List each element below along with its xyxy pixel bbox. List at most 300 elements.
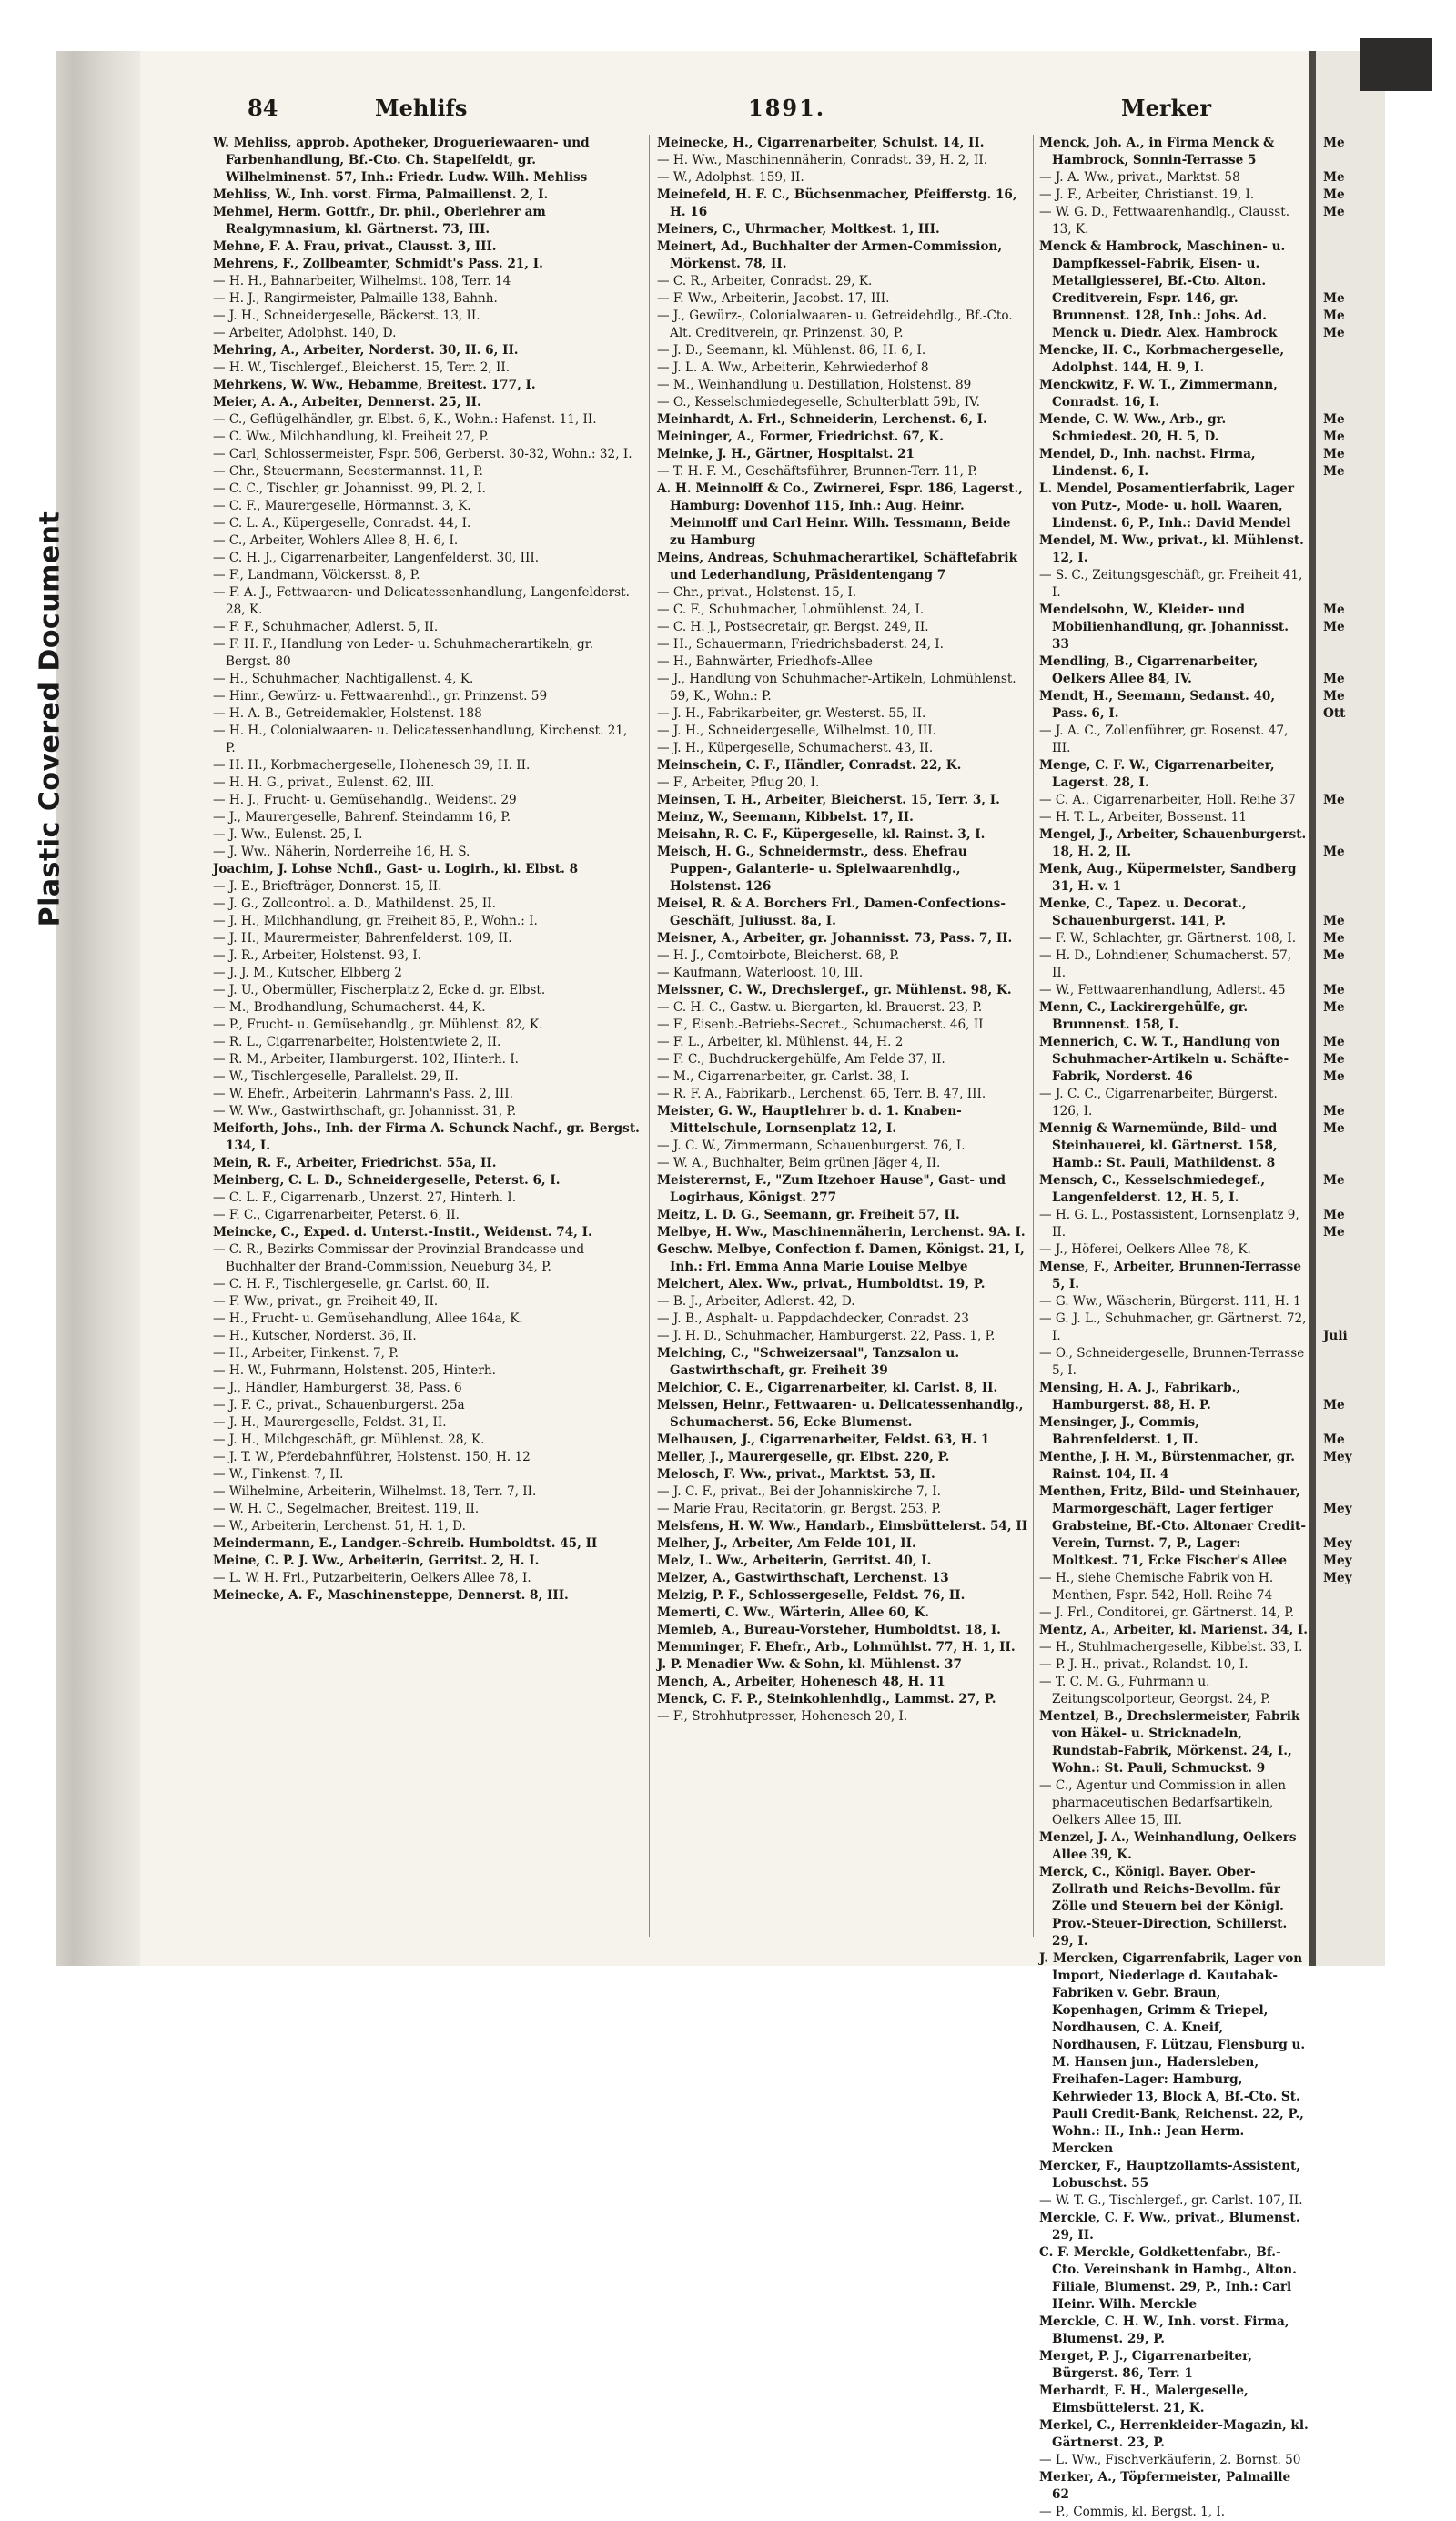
directory-entry: — H. Ww., Maschinennäherin, Conradst. 39, H. 2, II.	[657, 153, 988, 167]
directory-entry: L. Mendel, Posamentierfabrik, Lager von Putz-, Mode- u. holl. Waaren, Lindenst. 6, P., Inh.: David Mendel	[1039, 481, 1294, 531]
directory-entry: Me	[1323, 672, 1345, 686]
blank-line	[1323, 515, 1383, 532]
directory-entry: — C. L. A., Küpergeselle, Conradst. 44, I.	[213, 516, 471, 531]
directory-entry: — J. H., Milchgeschäft, gr. Mühlenst. 28, K.	[213, 1433, 485, 1447]
directory-entry: — P. J. H., privat., Rolandst. 10, I.	[1039, 1657, 1249, 1672]
directory-entry: Me	[1323, 1121, 1345, 1136]
blank-line	[1323, 1155, 1383, 1172]
directory-entry: Me	[1323, 187, 1345, 202]
directory-entry: Mendel, D., Inh. nachst. Firma, Lindenst. 6, I.	[1039, 447, 1256, 479]
directory-entry: Me	[1323, 931, 1345, 946]
directory-entry: Meinefeld, H. F. C., Büchsenmacher, Pfeifferstg. 16, H. 16	[657, 187, 1017, 219]
directory-entry: — W. G. D., Fettwaarenhandlg., Clausst. 13, K.	[1039, 205, 1290, 237]
directory-entry: — J. R., Arbeiter, Holstenst. 93, I.	[213, 948, 422, 963]
directory-entry: Mehring, A., Arbeiter, Norderst. 30, H. 6, II.	[213, 343, 519, 358]
directory-entry: — J. A. Ww., privat., Marktst. 58	[1039, 170, 1240, 185]
directory-entry: — P., Frucht- u. Gemüsehandlg., gr. Mühlenst. 82, K.	[213, 1018, 543, 1032]
blank-line	[1323, 567, 1383, 584]
directory-entry: — H., Stuhlmachergeselle, Kibbelst. 33, I.	[1039, 1640, 1303, 1655]
directory-entry: Mensch, C., Kesselschmiedegef., Langenfelderst. 12, H. 5, I.	[1039, 1173, 1266, 1205]
blank-line	[1323, 221, 1383, 238]
directory-entry: — W., Arbeiterin, Lerchenst. 51, H. 1, D.	[213, 1519, 466, 1534]
directory-entry: Me	[1323, 205, 1345, 219]
directory-entry: — J. B., Asphalt- u. Pappdachdecker, Conradst. 23	[657, 1311, 969, 1326]
directory-entry: Me	[1323, 793, 1345, 807]
directory-entry: Mey	[1323, 1450, 1352, 1464]
directory-entry: Mendelsohn, W., Kleider- und Mobilienhandlung, gr. Johannisst. 33	[1039, 602, 1289, 652]
blank-line	[1323, 1276, 1383, 1293]
directory-entry: — R. F. A., Fabrikarb., Lerchenst. 65, Terr. B. 47, III.	[657, 1087, 986, 1101]
directory-entry: Meins, Andreas, Schuhmacherartikel, Schäftefabrik und Lederhandlung, Präsidentengang 7	[657, 551, 1018, 582]
directory-entry: — J. H., Fabrikarbeiter, gr. Westerst. 55, II.	[657, 706, 926, 721]
directory-entry: Meller, J., Maurergeselle, gr. Elbst. 220, P.	[657, 1450, 950, 1464]
blank-line	[1323, 775, 1383, 792]
blank-line	[1323, 1259, 1383, 1276]
directory-entry: — W. T. G., Tischlergef., gr. Carlst. 107, II.	[1039, 2193, 1303, 2208]
blank-line	[1323, 273, 1383, 290]
directory-entry: Mehrkens, W. Ww., Hebamme, Breitest. 177, I.	[213, 378, 536, 392]
blank-line	[1323, 238, 1383, 256]
directory-entry: Ott	[1323, 706, 1346, 721]
page-number: 84	[248, 95, 278, 121]
directory-entry: — J. T. W., Pferdebahnführer, Holstenst. 150, H. 12	[213, 1450, 531, 1464]
blank-line	[1323, 1414, 1383, 1432]
directory-entry: Mein, R. F., Arbeiter, Friedrichst. 55a, II.	[213, 1156, 497, 1170]
directory-entry: — Arbeiter, Adolphst. 140, D.	[213, 326, 397, 340]
blank-line	[1323, 878, 1383, 896]
directory-entry: — J. H. D., Schuhmacher, Hamburgerst. 22, Pass. 1, P.	[657, 1329, 996, 1343]
directory-entry: — F. A. J., Fettwaaren- und Delicatessenhandlung, Langenfelderst. 28, K.	[213, 585, 630, 617]
directory-entry: — C. F., Maurergeselle, Hörmannst. 3, K.	[213, 499, 471, 513]
directory-entry: Mense, F., Arbeiter, Brunnen-Terrasse 5, I.	[1039, 1260, 1301, 1291]
directory-entry: — Wilhelmine, Arbeiterin, Wilhelmst. 18, Terr. 7, II.	[213, 1484, 537, 1499]
directory-entry: Me	[1323, 914, 1345, 928]
directory-entry: — M., Brodhandlung, Schumacherst. 44, K.	[213, 1000, 486, 1015]
directory-entry: — J., Höferei, Oelkers Allee 78, K.	[1039, 1242, 1251, 1257]
directory-entry: Meinsen, T. H., Arbeiter, Bleicherst. 15, Terr. 3, I.	[657, 793, 1000, 807]
directory-entry: — J. Ww., Näherin, Norderreihe 16, H. S.	[213, 845, 470, 859]
directory-entry: — J. H., Schneidergeselle, Bäckerst. 13, II.	[213, 309, 480, 323]
directory-entry: — J., Handlung von Schuhmacher-Artikeln, Lohmühlenst. 59, K., Wohn.: P.	[657, 672, 1016, 704]
directory-entry: Me	[1323, 602, 1345, 617]
directory-entry: W. Mehliss, approb. Apotheker, Drogueriewaaren- und Farbenhandlung, Bf.-Cto. Ch. Stapelfeldt, gr. Wilhelminenst. 57, Inh.: Friedr. Ludw. Wilh. Mehliss	[213, 136, 590, 185]
directory-entry: Meinberg, C. L. D., Schneidergeselle, Peterst. 6, I.	[213, 1173, 561, 1188]
blank-line	[1323, 1086, 1383, 1103]
directory-entry: — F., Arbeiter, Pflug 20, I.	[657, 775, 820, 790]
directory-entry: Memleb, A., Bureau-Vorsteher, Humboldtst. 18, I.	[657, 1623, 1001, 1637]
directory-entry: Mensing, H. A. J., Fabrikarb., Hamburgerst. 88, H. P.	[1039, 1381, 1241, 1412]
directory-entry: — H. H., Korbmachergeselle, Hohenesch 39, H. II.	[213, 758, 531, 773]
directory-entry: Memminger, F. Ehefr., Arb., Lohmühlst. 77, H. 1, II.	[657, 1640, 1016, 1655]
directory-entry: Mendt, H., Seemann, Sedanst. 40, Pass. 6, I.	[1039, 689, 1276, 721]
directory-entry: Mercker, F., Hauptzollamts-Assistent, Lobuschst. 55	[1039, 2159, 1301, 2191]
directory-entry: Me	[1323, 170, 1345, 185]
directory-entry: Menck, Joh. A., in Firma Menck & Hambrock, Sonnin-Terrasse 5	[1039, 136, 1275, 167]
directory-entry: Me	[1323, 689, 1345, 704]
directory-entry: Me	[1323, 1104, 1345, 1119]
directory-entry: Meisner, A., Arbeiter, gr. Johannisst. 73, Pass. 7, II.	[657, 931, 1013, 946]
directory-entry: Me	[1323, 983, 1345, 997]
column-rule	[1033, 135, 1034, 1937]
directory-entry: Me	[1323, 1433, 1345, 1447]
blank-line	[1323, 1345, 1383, 1362]
directory-entry: Mennerich, C. W. T., Handlung von Schuhmacher-Artikeln u. Schäfte-Fabrik, Norderst. 46	[1039, 1035, 1289, 1084]
directory-entry: Melchior, C. E., Cigarrenarbeiter, kl. Carlst. 8, II.	[657, 1381, 998, 1395]
directory-entry: Menke, C., Tapez. u. Decorat., Schauenburgerst. 141, P.	[1039, 896, 1247, 928]
directory-entry: — M., Weinhandlung u. Destillation, Holstenst. 89	[657, 378, 972, 392]
blank-line	[1323, 861, 1383, 878]
directory-entry: — W. H. C., Segelmacher, Breitest. 119, II.	[213, 1502, 480, 1516]
blank-line	[1323, 1138, 1383, 1155]
blank-line	[1323, 1518, 1383, 1535]
blank-line	[1323, 498, 1383, 515]
directory-entry: Juli	[1323, 1329, 1348, 1343]
directory-entry: — C., Arbeiter, Wohlers Allee 8, H. 6, I.	[213, 533, 459, 548]
directory-entry: — J., Gewürz-, Colonialwaaren- u. Getreidehdlg., Bf.-Cto. Alt. Creditverein, gr. Prinzenst. 30, P.	[657, 309, 1013, 340]
directory-entry: — J. Frl., Conditorei, gr. Gärtnerst. 14, P.	[1039, 1605, 1295, 1620]
directory-entry: Memerti, C. Ww., Wärterin, Allee 60, K.	[657, 1605, 930, 1620]
dark-page-tab	[1360, 38, 1432, 91]
directory-entry: Merck, C., Königl. Bayer. Ober-Zollrath und Reichs-Bevollm. für Zölle und Steuern bei der Königl. Prov.-Steuer-Direction, Schillerst. 29, I.	[1039, 1865, 1288, 1949]
directory-entry: Me	[1323, 1052, 1345, 1067]
directory-entry: Me	[1323, 1000, 1345, 1015]
directory-entry: — H., Schuhmacher, Nachtigallenst. 4, K.	[213, 672, 474, 686]
directory-entry: Menk, Aug., Küpermeister, Sandberg 31, H. v. 1	[1039, 862, 1297, 894]
directory-entry: Menn, C., Lackirergehülfe, gr. Brunnenst. 158, I.	[1039, 1000, 1249, 1032]
directory-entry: — C. R., Arbeiter, Conradst. 29, K.	[657, 274, 873, 289]
scanned-page	[56, 51, 1385, 2519]
directory-entry: Me	[1323, 309, 1345, 323]
blank-line	[1323, 394, 1383, 411]
directory-entry: — J. H., Maurermeister, Bahrenfelderst. 109, II.	[213, 931, 512, 946]
directory-entry: — H. W., Tischlergef., Bleicherst. 15, Terr. 2, II.	[213, 360, 511, 375]
directory-entry: Mende, C. W. Ww., Arb., gr. Schmiedest. 20, H. 5, D.	[1039, 412, 1227, 444]
directory-entry: Melchert, Alex. Ww., privat., Humboldtst. 19, P.	[657, 1277, 986, 1291]
directory-entry: — C. Ww., Milchhandlung, kl. Freiheit 27, P.	[213, 430, 490, 444]
directory-entry: Mendel, M. Ww., privat., kl. Mühlenst. 12, I.	[1039, 533, 1304, 565]
directory-entry: Melching, C., "Schweizersaal", Tanzsalon u. Gastwirthschaft, gr. Freiheit 39	[657, 1346, 960, 1378]
directory-entry: Mensinger, J., Commis, Bahrenfelderst. 1, II.	[1039, 1415, 1199, 1447]
blank-line	[1323, 359, 1383, 377]
directory-entry: Mey	[1323, 1554, 1352, 1568]
directory-entry: Mentzel, B., Drechslermeister, Fabrik von Häkel- u. Stricknadeln, Rundstab-Fabrik, Mörkenst. 24, I., Wohn.: St. Pauli, Schmuckst. 9	[1039, 1709, 1300, 1776]
directory-entry: Mehrens, F., Zollbeamter, Schmidt's Pass. 21, I.	[213, 257, 543, 271]
directory-entry: Me	[1323, 1173, 1345, 1188]
directory-entry: Me	[1323, 326, 1345, 340]
blank-line	[1323, 809, 1383, 826]
directory-entry: Me	[1323, 136, 1345, 150]
blank-line	[1323, 653, 1383, 671]
directory-entry: Mencke, H. C., Korbmachergeselle, Adolphst. 144, H. 9, I.	[1039, 343, 1285, 375]
blank-line	[1323, 965, 1383, 982]
blank-line	[1323, 740, 1383, 757]
directory-entry: — W., Finkenst. 7, II.	[213, 1467, 344, 1482]
directory-entry: Meinecke, A. F., Maschinensteppe, Dennerst. 8, III.	[213, 1588, 569, 1603]
directory-entry: Menck, C. F. P., Steinkohlenhdlg., Lammst. 27, P.	[657, 1692, 996, 1706]
directory-entry: Meiforth, Johs., Inh. der Firma A. Schunck Nachf., gr. Bergst. 134, I.	[213, 1121, 640, 1153]
directory-entry: — C. L. F., Cigarrenarb., Unzerst. 27, Hinterh. I.	[213, 1190, 517, 1205]
directory-entry: — W., Fettwaarenhandlung, Adlerst. 45	[1039, 983, 1286, 997]
directory-entry: — L. Ww., Fischverkäuferin, 2. Bornst. 50	[1039, 2453, 1301, 2467]
directory-entry: — F., Landmann, Völckersst. 8, P.	[213, 568, 420, 582]
directory-entry: Meinke, J. H., Gärtner, Hospitalst. 21	[657, 447, 915, 461]
directory-entry: Meindermann, E., Landger.-Schreib. Humboldtst. 45, II	[213, 1536, 598, 1551]
directory-entry: — J. E., Briefträger, Donnerst. 15, II.	[213, 879, 442, 894]
directory-entry: Mey	[1323, 1536, 1352, 1551]
directory-entry: Meincke, C., Exped. d. Unterst.-Instit., Weidenst. 74, I.	[213, 1225, 592, 1240]
directory-entry: — F., Strohhutpresser, Hohenesch 20, I.	[657, 1709, 908, 1724]
directory-entry: Me	[1323, 291, 1345, 306]
blank-line	[1323, 1293, 1383, 1311]
directory-entry: Meissner, C. W., Drechslergef., gr. Mühlenst. 98, K.	[657, 983, 1012, 997]
directory-entry: Merget, P. J., Cigarrenarbeiter, Bürgerst. 86, Terr. 1	[1039, 2349, 1253, 2381]
directory-entry: — F. W., Schlachter, gr. Gärtnerst. 108, I.	[1039, 931, 1297, 946]
directory-entry: — H., Schauermann, Friedrichsbaderst. 24, I.	[657, 637, 944, 652]
blank-line	[1323, 636, 1383, 653]
directory-entry: — H. J., Comtoirbote, Bleicherst. 68, P.	[657, 948, 900, 963]
directory-entry: Meiners, C., Uhrmacher, Moltkest. 1, III.	[657, 222, 940, 237]
directory-entry: Melzer, A., Gastwirthschaft, Lerchenst. 13	[657, 1571, 949, 1585]
header-right-keyword: Merker	[1121, 95, 1212, 121]
directory-entry: — F. Ww., privat., gr. Freiheit 49, II.	[213, 1294, 439, 1309]
blank-line	[1323, 723, 1383, 740]
directory-entry: Meisel, R. & A. Borchers Frl., Damen-Confections-Geschäft, Juliusst. 8a, I.	[657, 896, 1006, 928]
directory-entry: — H., Frucht- u. Gemüsehandlung, Allee 164a, K.	[213, 1311, 523, 1326]
blank-line	[1323, 896, 1383, 913]
header-year: 1891.	[748, 95, 826, 121]
directory-entry: — Marie Frau, Recitatorin, gr. Bergst. 253, P.	[657, 1502, 942, 1516]
directory-entry: Mey	[1323, 1502, 1352, 1516]
directory-entry: Me	[1323, 412, 1345, 427]
directory-entry: — L. W. H. Frl., Putzarbeiterin, Oelkers Allee 78, I.	[213, 1571, 531, 1585]
directory-entry: — J. J. M., Kutscher, Elbberg 2	[213, 966, 402, 980]
directory-entry: Menthe, J. H. M., Bürstenmacher, gr. Rainst. 104, H. 4	[1039, 1450, 1296, 1482]
directory-entry: — J. H., Maurergeselle, Feldst. 31, II.	[213, 1415, 447, 1430]
directory-entry: Melssen, Heinr., Fettwaaren- u. Delicatessenhandlg., Schumacherst. 56, Ecke Blumenst.	[657, 1398, 1024, 1430]
directory-entry: Meisahn, R. C. F., Küpergeselle, kl. Rainst. 3, I.	[657, 827, 986, 842]
directory-entry: Menge, C. F. W., Cigarrenarbeiter, Lagerst. 28, I.	[1039, 758, 1275, 790]
directory-entry: Me	[1323, 1225, 1345, 1240]
directory-entry: — W. A., Buchhalter, Beim grünen Jäger 4, II.	[657, 1156, 941, 1170]
directory-entry: Mengel, J., Arbeiter, Schauenburgerst. 18, H. 2, II.	[1039, 827, 1307, 859]
blank-line	[1323, 1241, 1383, 1259]
directory-entry: Me	[1323, 1398, 1345, 1412]
left-margin-strip	[56, 51, 140, 1966]
directory-entry: — J. U., Obermüller, Fischerplatz 2, Ecke d. gr. Elbst.	[213, 983, 546, 997]
directory-entry: — W., Adolphst. 159, II.	[657, 170, 804, 185]
directory-entry: Me	[1323, 620, 1345, 634]
directory-entry: — C., Agentur und Commission in allen pharmaceutischen Bedarfsartikeln, Oelkers Allee 15, III.	[1039, 1778, 1286, 1827]
directory-entry: Menthen, Fritz, Bild- und Steinhauer, Marmorgeschäft, Lager fertiger Grabsteine, Bf.-Cto. Altonaer Credit-Verein, Turnst. 7, P., Lager: Moltkest. 71, Ecke Fischer's Allee	[1039, 1484, 1306, 1568]
directory-entry: Meinecke, H., Cigarrenarbeiter, Schulst. 14, II.	[657, 136, 985, 150]
directory-entry: — H. A. B., Getreidemakler, Holstenst. 188	[213, 706, 482, 721]
directory-entry: A. H. Meinnolff & Co., Zwirnerei, Fspr. 186, Lagerst., Hamburg: Dovenhof 115, Inh.: Aug. Heinr. Meinnolff und Carl Heinr. Wilh. Tessmann, Beide zu Hamburg	[657, 481, 1023, 548]
directory-entry: Meinz, W., Seemann, Kibbelst. 17, II.	[657, 810, 914, 825]
directory-entry: Me	[1323, 1069, 1345, 1084]
directory-entry: Merkel, C., Herrenkleider-Magazin, kl. Gärtnerst. 23, P.	[1039, 2418, 1309, 2450]
directory-entry: Meinert, Ad., Buchhalter der Armen-Commission, Mörkenst. 78, II.	[657, 239, 1003, 271]
column-rule	[649, 135, 650, 1937]
directory-entry: J. Mercken, Cigarrenfabrik, Lager von Import, Niederlage d. Kautabak-Fabriken v. Gebr. Braun, Kopenhagen, Grimm & Triepel, Nordhausen, C. A. Kneif, Nordhausen, F. Lützau, Flensburg u. M. Hansen jun., Hadersleben, Freihafen-Lager: Hamburg, Kehrwieder 13, Block A, Bf.-Cto. St. Pauli Credit-Bank, Reichenst. 22, P., Wohn.: II., Inh.: Jean Herm. Mercken	[1039, 1951, 1306, 2156]
directory-entry: — H., siehe Chemische Fabrik von H. Menthen, Fspr. 542, Holl. Reihe 74	[1039, 1571, 1274, 1603]
directory-entry: Meitz, L. D. G., Seemann, gr. Freiheit 57, II.	[657, 1208, 960, 1222]
directory-entry: — G. J. L., Schuhmacher, gr. Gärtnerst. 72, I.	[1039, 1311, 1307, 1343]
directory-entry: Me	[1323, 948, 1345, 963]
directory-entry: — J., Händler, Hamburgerst. 38, Pass. 6	[213, 1381, 462, 1395]
directory-entry: — J. A. C., Zollenführer, gr. Rosenst. 47, III.	[1039, 724, 1289, 755]
directory-column-4-partial	[1323, 135, 1383, 1937]
directory-entry: — O., Schneidergeselle, Brunnen-Terrasse 5, I.	[1039, 1346, 1305, 1378]
directory-entry: — F. H. F., Handlung von Leder- u. Schuhmacherartikeln, gr. Bergst. 80	[213, 637, 594, 669]
directory-entry: — B. J., Arbeiter, Adlerst. 42, D.	[657, 1294, 855, 1309]
blank-line	[1323, 1380, 1383, 1397]
directory-entry: Melzig, P. F., Schlossergeselle, Feldst. 76, II.	[657, 1588, 966, 1603]
directory-entry: — Hinr., Gewürz- u. Fettwaarenhdl., gr. Prinzenst. 59	[213, 689, 548, 704]
directory-column-3	[1039, 135, 1309, 2519]
directory-entry: — G. Ww., Wäscherin, Bürgerst. 111, H. 1	[1039, 1294, 1301, 1309]
directory-entry: Menckwitz, F. W. T., Zimmermann, Conradst. 16, I.	[1039, 378, 1278, 410]
directory-entry: — P., Commis, kl. Bergst. 1, I.	[1039, 2505, 1226, 2519]
directory-entry: Me	[1323, 1035, 1345, 1049]
directory-entry: Melosch, F. Ww., privat., Marktst. 53, II.	[657, 1467, 935, 1482]
blank-line	[1323, 826, 1383, 844]
directory-entry: — C. F., Schuhmacher, Lohmühlenst. 24, I.	[657, 602, 925, 617]
directory-column-2	[657, 135, 1030, 1937]
directory-entry: Meine, C. P. J. Ww., Arbeiterin, Gerritst. 2, H. I.	[213, 1554, 540, 1568]
directory-entry: — R. L., Cigarrenarbeiter, Holstentwiete 2, II.	[213, 1035, 501, 1049]
directory-entry: Melz, L. Ww., Arbeiterin, Gerritst. 40, I.	[657, 1554, 932, 1568]
directory-entry: Me	[1323, 430, 1345, 444]
directory-entry: — T. C. M. G., Fuhrmann u. Zeitungscolporteur, Georgst. 24, P.	[1039, 1675, 1270, 1706]
page-gutter	[1309, 51, 1316, 1966]
blank-line	[1323, 532, 1383, 550]
directory-entry: — J. Ww., Eulenst. 25, I.	[213, 827, 363, 842]
directory-entry: Mehmel, Herm. Gottfr., Dr. phil., Oberlehrer am Realgymnasium, kl. Gärtnerst. 73, III.	[213, 205, 546, 237]
directory-entry: Meisterernst, F., "Zum Itzehoer Hause", Gast- und Logirhaus, Königst. 277	[657, 1173, 1006, 1205]
directory-entry: — H. H., Bahnarbeiter, Wilhelmst. 108, Terr. 14	[213, 274, 511, 289]
blank-line	[1323, 481, 1383, 498]
header-left-keyword: Mehlifs	[375, 95, 468, 121]
directory-entry: — H. G. L., Postassistent, Lornsenplatz 9, II.	[1039, 1208, 1299, 1240]
blank-line	[1323, 377, 1383, 394]
directory-entry: Mennig & Warnemünde, Bild- und Steinhauerei, kl. Gärtnerst. 158, Hamb.: St. Pauli, Mathildenst. 8	[1039, 1121, 1278, 1170]
directory-entry: — F., Eisenb.-Betriebs-Secret., Schumacherst. 46, II	[657, 1018, 984, 1032]
blank-line	[1323, 1311, 1383, 1328]
directory-entry: Meinschein, C. F., Händler, Conradst. 22, K.	[657, 758, 962, 773]
directory-entry: — C. H. J., Cigarrenarbeiter, Langenfelderst. 30, III.	[213, 551, 540, 565]
directory-entry: — C., Geflügelhändler, gr. Elbst. 6, K., Wohn.: Hafenst. 11, II.	[213, 412, 597, 427]
directory-entry: — J. L. A. Ww., Arbeiterin, Kehrwiederhof 8	[657, 360, 929, 375]
blank-line	[1323, 342, 1383, 359]
directory-entry: — F. F., Schuhmacher, Adlerst. 5, II.	[213, 620, 439, 634]
directory-entry: Meininger, A., Former, Friedrichst. 67, K.	[657, 430, 944, 444]
directory-entry: — F. C., Cigarrenarbeiter, Peterst. 6, II.	[213, 1208, 460, 1222]
directory-entry: J. P. Menadier Ww. & Sohn, kl. Mühlenst. 37	[657, 1657, 962, 1672]
directory-entry: — C. H. C., Gastw. u. Biergarten, kl. Brauerst. 23, P.	[657, 1000, 983, 1015]
directory-entry: — J. F. C., privat., Schauenburgerst. 25a	[213, 1398, 465, 1412]
directory-entry: Meier, A. A., Arbeiter, Dennerst. 25, II.	[213, 395, 481, 410]
blank-line	[1323, 1362, 1383, 1380]
directory-entry: — C. H. F., Tischlergeselle, gr. Carlst. 60, II.	[213, 1277, 490, 1291]
blank-line	[1323, 1466, 1383, 1483]
directory-entry: — J. C. C., Cigarrenarbeiter, Bürgerst. 126, I.	[1039, 1087, 1278, 1119]
directory-entry: Me	[1323, 464, 1345, 479]
side-label-text: Plastic Covered Document	[34, 511, 66, 927]
directory-entry: — J. C. W., Zimmermann, Schauenburgerst. 76, I.	[657, 1139, 966, 1153]
directory-entry: Meinhardt, A. Frl., Schneiderin, Lerchenst. 6, I.	[657, 412, 987, 427]
directory-entry: — J. H., Milchhandlung, gr. Freiheit 85, P., Wohn.: I.	[213, 914, 538, 928]
directory-entry: — O., Kesselschmiedegeselle, Schulterblatt 59b, IV.	[657, 395, 980, 410]
blank-line	[1323, 256, 1383, 273]
blank-line	[1323, 1017, 1383, 1034]
side-label	[0, 511, 104, 927]
blank-line	[1323, 152, 1383, 169]
directory-entry: — H. H. G., privat., Eulenst. 62, III.	[213, 775, 435, 790]
directory-entry: Melsfens, H. W. Ww., Handarb., Eimsbüttelerst. 54, II	[657, 1519, 1028, 1534]
directory-entry: Mench, A., Arbeiter, Hohenesch 48, H. 11	[657, 1675, 945, 1689]
directory-entry: — W., Tischlergeselle, Parallelst. 29, II.	[213, 1069, 459, 1084]
directory-entry: Joachim, J. Lohse Nchfl., Gast- u. Logirh., kl. Elbst. 8	[213, 862, 579, 876]
directory-entry: Me	[1323, 1208, 1345, 1222]
directory-entry: — C. A., Cigarrenarbeiter, Holl. Reihe 37	[1039, 793, 1296, 807]
directory-entry: Meister, G. W., Hauptlehrer b. d. 1. Knaben-Mittelschule, Lornsenplatz 12, I.	[657, 1104, 962, 1136]
directory-entry: Mendling, B., Cigarrenarbeiter, Oelkers Allee 84, IV.	[1039, 654, 1259, 686]
blank-line	[1323, 1483, 1383, 1501]
blank-line	[1323, 584, 1383, 602]
directory-entry: — J. C. F., privat., Bei der Johanniskirche 7, I.	[657, 1484, 941, 1499]
page-header	[157, 95, 1294, 127]
directory-entry: — F. L., Arbeiter, kl. Mühlenst. 44, H. 2	[657, 1035, 904, 1049]
directory-entry: — J., Maurergeselle, Bahrenf. Steindamm 16, P.	[213, 810, 511, 825]
directory-entry: Mehliss, W., Inh. vorst. Firma, Palmaillenst. 2, I.	[213, 187, 549, 202]
directory-entry: Geschw. Melbye, Confection f. Damen, Königst. 21, I, Inh.: Frl. Emma Anna Marie Louise Melbye	[657, 1242, 1025, 1274]
blank-line	[1323, 1190, 1383, 1207]
directory-entry: — W. Ehefr., Arbeiterin, Lahrmann's Pass. 2, III.	[213, 1087, 513, 1101]
directory-entry: Meisch, H. G., Schneidermstr., dess. Ehefrau Puppen-, Galanterie- u. Spielwaarenhdlg., Holstenst. 126	[657, 845, 967, 894]
directory-entry: — H., Arbeiter, Finkenst. 7, P.	[213, 1346, 399, 1361]
directory-column-1	[213, 135, 641, 1937]
directory-entry: — J. F., Arbeiter, Christianst. 19, I.	[1039, 187, 1255, 202]
directory-entry: Menzel, J. A., Weinhandlung, Oelkers Allee 39, K.	[1039, 1830, 1297, 1862]
directory-entry: — H. J., Frucht- u. Gemüsehandlg., Weidenst. 29	[213, 793, 517, 807]
blank-line	[1323, 550, 1383, 567]
directory-entry: Melhausen, J., Cigarrenarbeiter, Feldst. 63, H. 1	[657, 1433, 990, 1447]
directory-entry: Menck & Hambrock, Maschinen- u. Dampfkessel-Fabrik, Eisen- u. Metallgiesserei, Bf.-Cto. Alton. Creditverein, Fspr. 146, gr. Brunnenst. 128, Inh.: Johs. Ad. Menck u. Diedr. Alex. Hambrock	[1039, 239, 1286, 340]
directory-entry: Mehne, F. A. Frau, privat., Clausst. 3, III.	[213, 239, 497, 254]
directory-entry: — H. J., Rangirmeister, Palmaille 138, Bahnh.	[213, 291, 498, 306]
directory-entry: — C. C., Tischler, gr. Johannisst. 99, Pl. 2, I.	[213, 481, 486, 496]
directory-entry: — Kaufmann, Waterloost. 10, III.	[657, 966, 864, 980]
directory-entry: — F. C., Buchdruckergehülfe, Am Felde 37, II.	[657, 1052, 945, 1067]
directory-entry: — T. H. F. M., Geschäftsführer, Brunnen-Terr. 11, P.	[657, 464, 978, 479]
directory-entry: — F. Ww., Arbeiterin, Jacobst. 17, III.	[657, 291, 890, 306]
directory-entry: Merhardt, F. H., Malergeselle, Eimsbüttelerst. 21, K.	[1039, 2384, 1249, 2415]
directory-entry: — H. W., Fuhrmann, Holstenst. 205, Hinterh.	[213, 1363, 496, 1378]
directory-entry: — C. R., Bezirks-Commissar der Provinzial-Brandcasse und Buchhalter der Brand-Commission, Neueburg 34, P.	[213, 1242, 585, 1274]
directory-entry: Merker, A., Töpfermeister, Palmaille 62	[1039, 2470, 1291, 2502]
directory-entry: — Chr., Steuermann, Seestermannst. 11, P.	[213, 464, 483, 479]
directory-entry: — S. C., Zeitungsgeschäft, gr. Freiheit 41, I.	[1039, 568, 1303, 600]
directory-entry: — H. D., Lohndiener, Schumacherst. 57, II.	[1039, 948, 1292, 980]
directory-entry: — J. D., Seemann, kl. Mühlenst. 86, H. 6, I.	[657, 343, 926, 358]
directory-entry: — H., Bahnwärter, Friedhofs-Allee	[657, 654, 873, 669]
directory-entry: — M., Cigarrenarbeiter, gr. Carlst. 38, I.	[657, 1069, 910, 1084]
directory-entry: Melbye, H. Ww., Maschinennäherin, Lerchenst. 9A. I.	[657, 1225, 1026, 1240]
directory-entry: Melher, J., Arbeiter, Am Felde 101, II.	[657, 1536, 916, 1551]
directory-entry: Me	[1323, 447, 1345, 461]
directory-entry: — C. H. J., Postsecretair, gr. Bergst. 249, II.	[657, 620, 929, 634]
directory-entry: — J. H., Küpergeselle, Schumacherst. 43, II.	[657, 741, 934, 755]
